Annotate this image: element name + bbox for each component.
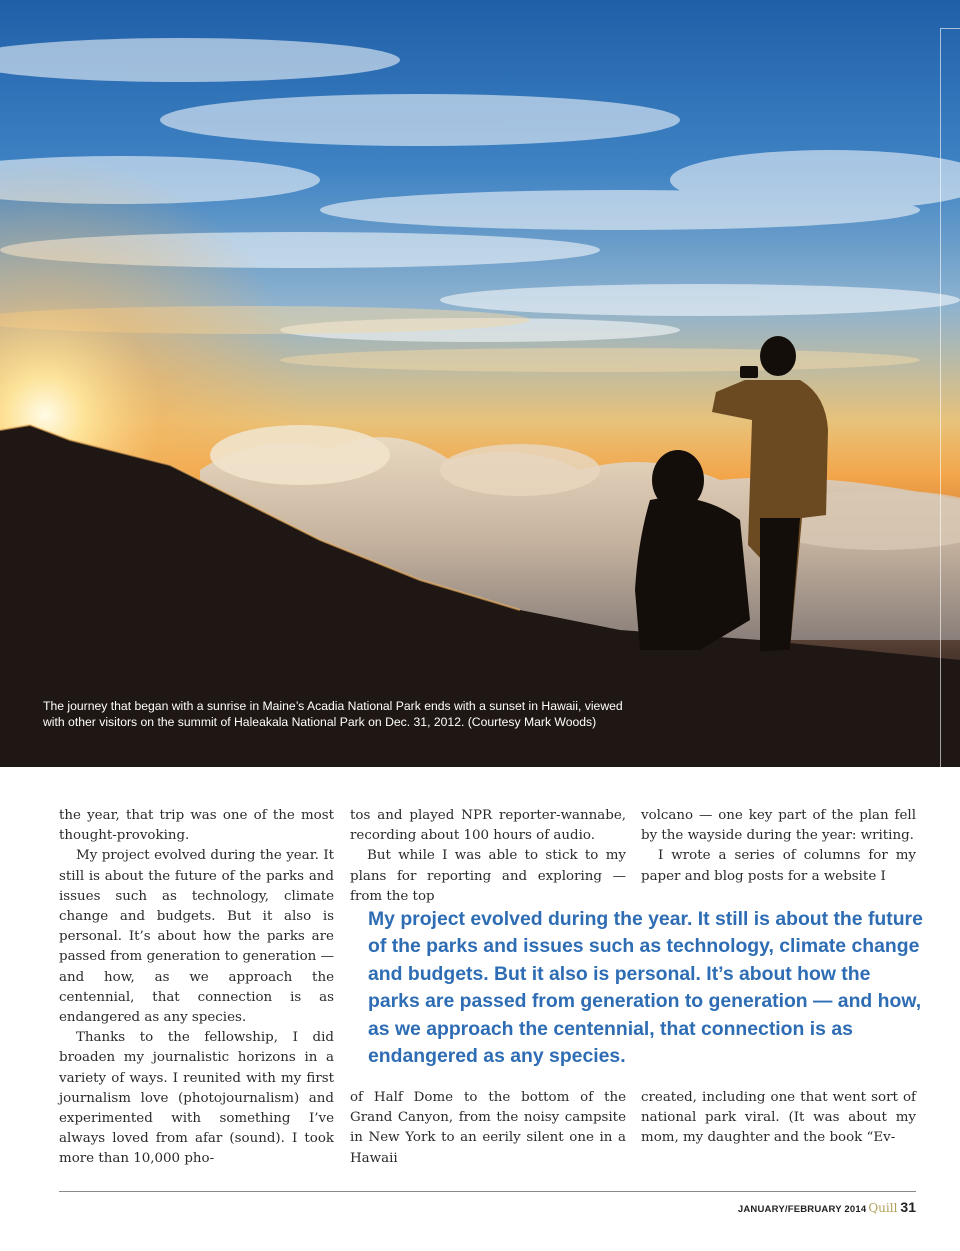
article-column-1 bbox=[59, 806, 334, 1170]
article-paragraph: Thanks to the fellowship, I did broaden my journalistic horizons in a variety of ways. I reunited with my first journalism love (photojournalism) and experimented with something I’ve always loved from afar (sound). I took more than 10,000 pho- bbox=[59, 1030, 334, 1167]
publication-name: Quill bbox=[868, 1201, 898, 1215]
pull-quote: My project evolved during the year. It still is about the future of the parks and issues such as technology, climate change and budgets. But it also is personal. It’s about how the parks are passed from generation to generation — and how, as we approach the centennial, that connection is as endangered as any species. bbox=[368, 908, 923, 1068]
footer-rule bbox=[59, 1191, 916, 1192]
article-paragraph: of Half Dome to the bottom of the Grand Canyon, from the noisy campsite in New York to an eerily silent one in a Hawaii bbox=[350, 1090, 626, 1166]
article-paragraph: created, including one that went sort of national park viral. (It was about my mom, my daughter and the book “Ev- bbox=[641, 1090, 916, 1146]
article-paragraph: My project evolved during the year. It still is about the future of the parks and issues such as technology, climate change and budgets. But it also is personal. It’s about how the parks are passed from generation to generation — and how, as we approach the centennial, that connection is as endangered as any species. bbox=[59, 848, 334, 1026]
article-column-3-bottom bbox=[641, 1088, 916, 1149]
issue-date: JANUARY/FEBRUARY 2014 bbox=[737, 1204, 867, 1215]
article-paragraph: I wrote a series of columns for my paper and blog posts for a website I bbox=[641, 848, 916, 884]
article-paragraph: But while I was able to stick to my plans for reporting and exploring — from the top bbox=[350, 848, 626, 904]
article-column-3-top bbox=[641, 806, 916, 887]
page-number: 31 bbox=[900, 1199, 916, 1215]
article-paragraph: the year, that trip was one of the most thought-provoking. bbox=[59, 808, 334, 844]
article-column-2-bottom bbox=[350, 1088, 626, 1169]
article-column-2-top bbox=[350, 806, 626, 907]
photo-caption: The journey that began with a sunrise in Maine’s Acadia National Park ends with a sunset in Hawaii, viewed with other visitors on the summit of Haleakala National Park on Dec. 31, 2012. (Courtesy Mark Woods) bbox=[43, 699, 623, 729]
page-footer bbox=[738, 1199, 916, 1217]
article-paragraph: volcano — one key part of the plan fell by the wayside during the year: writing. bbox=[641, 808, 916, 844]
photo-frame-line bbox=[940, 28, 960, 767]
article-paragraph: tos and played NPR reporter-wannabe, recording about 100 hours of audio. bbox=[350, 808, 626, 844]
